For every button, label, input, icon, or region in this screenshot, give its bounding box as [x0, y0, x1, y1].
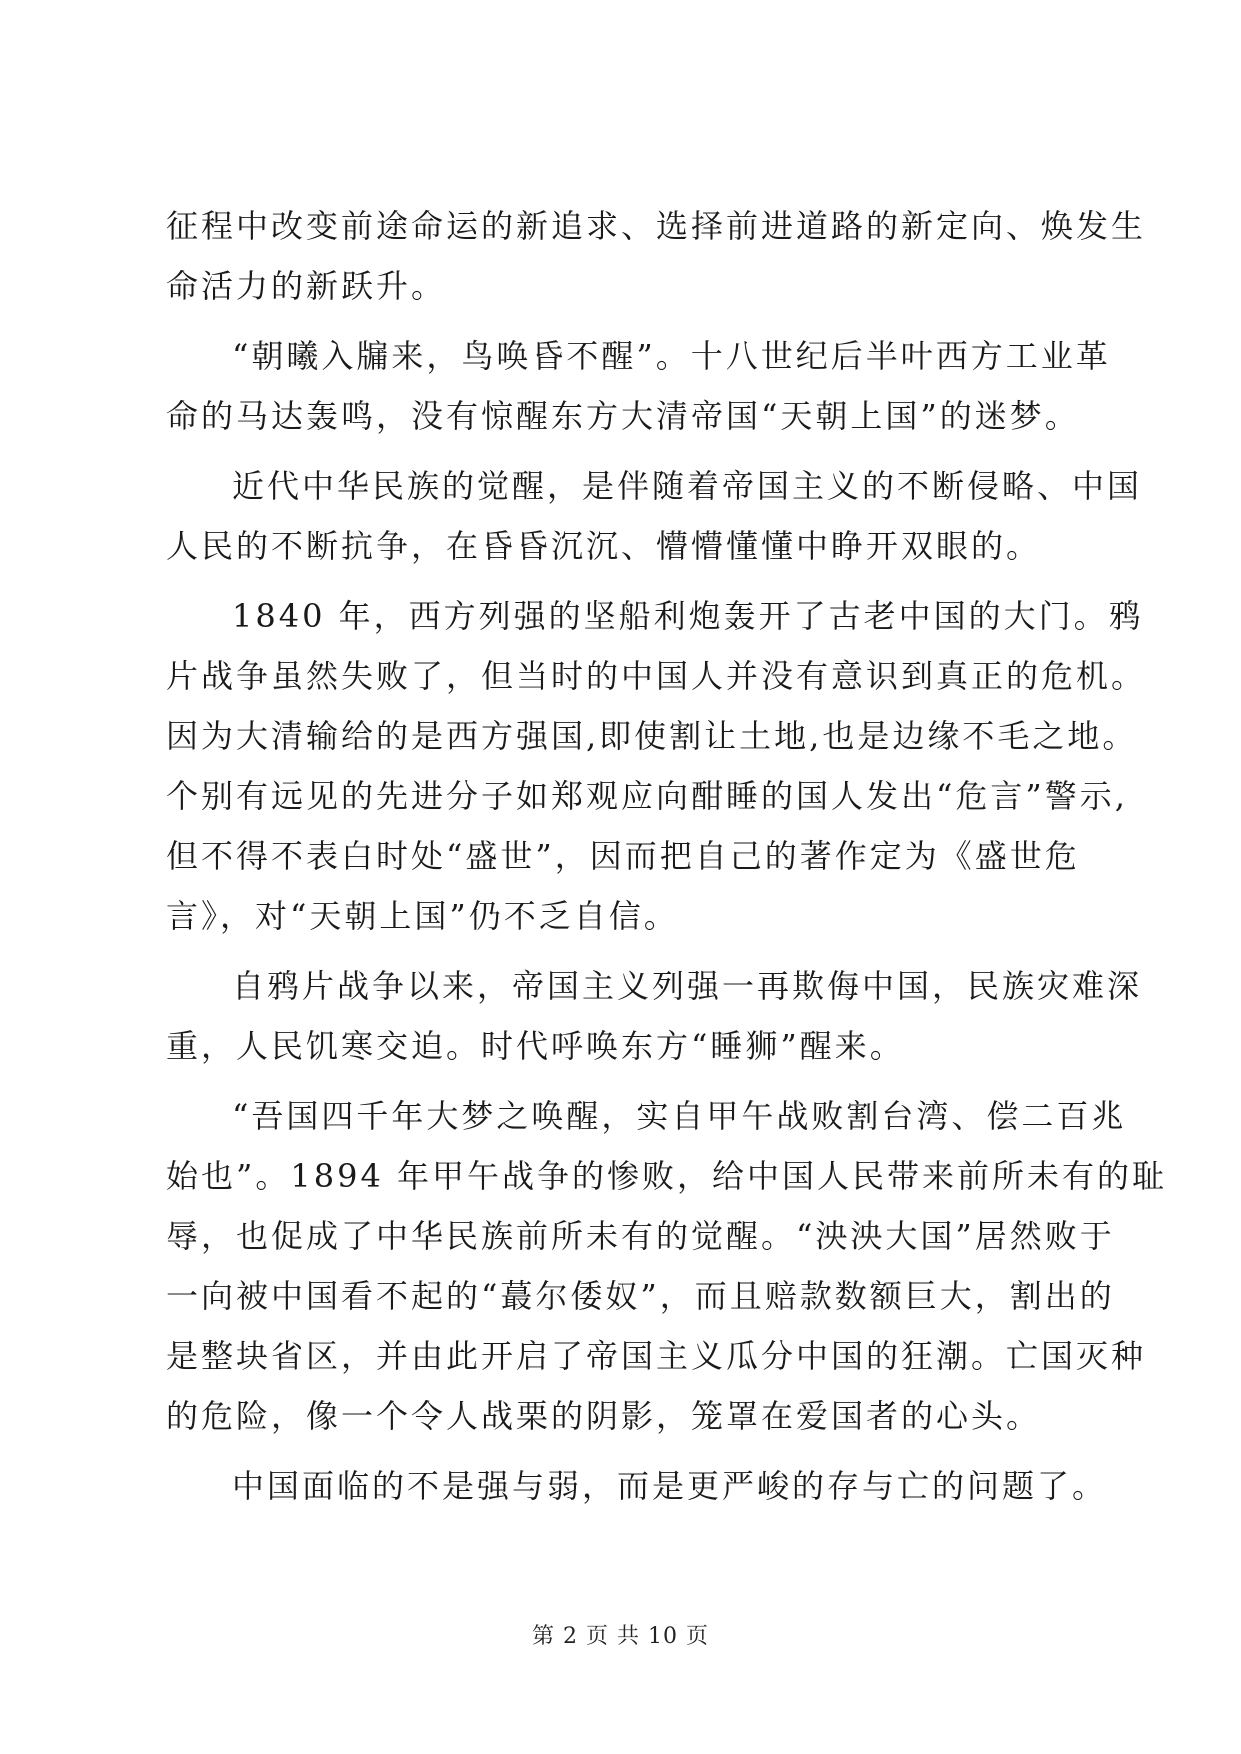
text-line: 自鸦片战争以来，帝国主义列强一再欺侮中国，民族灾难深 — [232, 967, 1143, 1005]
text-line: 征程中改变前途命运的新追求、选择前进道路的新定向、焕发生 — [166, 207, 1147, 245]
text-line: “朝曦入牖来，鸟唤昏不醒”。十八世纪后半叶西方工业革 — [232, 337, 1111, 375]
text-line: 中国面临的不是强与弱，而是更严峻的存与亡的问题了。 — [232, 1467, 1108, 1505]
text-line: 始也”。1894 年甲午战争的惨败，给中国人民带来前所未有的耻 — [166, 1157, 1167, 1195]
text-line: 辱，也促成了中华民族前所未有的觉醒。“泱泱大国”居然败于 — [166, 1217, 1115, 1255]
text-line: 命的马达轰鸣，没有惊醒东方大清帝国“天朝上国”的迷梦。 — [166, 397, 1080, 435]
text-line: 一向被中国看不起的“蕞尔倭奴”，而且赔款数额巨大，割出的 — [166, 1277, 1115, 1315]
text-line: 重，人民饥寒交迫。时代呼唤东方“睡狮”醒来。 — [166, 1027, 905, 1065]
text-line: 片战争虽然失败了，但当时的中国人并没有意识到真正的危机。 — [166, 657, 1147, 695]
text-line: 言》，对“天朝上国”仍不乏自信。 — [166, 897, 679, 935]
text-line: 因为大清输给的是西方强国,即使割让土地,也是边缘不毛之地。 — [166, 717, 1138, 755]
text-line: “吾国四千年大梦之唤醒，实自甲午战败割台湾、偿二百兆 — [232, 1097, 1127, 1135]
text-line: 1840 年，西方列强的坚船利炮轰开了古老中国的大门。鸦 — [232, 597, 1144, 635]
text-line: 命活力的新跃升。 — [166, 267, 447, 305]
text-line: 的危险，像一个令人战栗的阴影，笼罩在爱国者的心头。 — [166, 1397, 1042, 1435]
page-number-footer: 第 2 页 共 10 页 — [532, 1624, 709, 1649]
text-line: 是整块省区，并由此开启了帝国主义瓜分中国的狂潮。亡国灭种 — [166, 1337, 1147, 1375]
text-line: 个别有远见的先进分子如郑观应向酣睡的国人发出“危言”警示, — [166, 777, 1128, 815]
text-line: 但不得不表白时处“盛世”，因而把自己的著作定为《盛世危 — [166, 837, 1080, 875]
text-line: 人民的不断抗争，在昏昏沉沉、懵懵懂懂中睁开双眼的。 — [166, 527, 1042, 565]
text-line: 近代中华民族的觉醒，是伴随着帝国主义的不断侵略、中国 — [232, 467, 1143, 505]
